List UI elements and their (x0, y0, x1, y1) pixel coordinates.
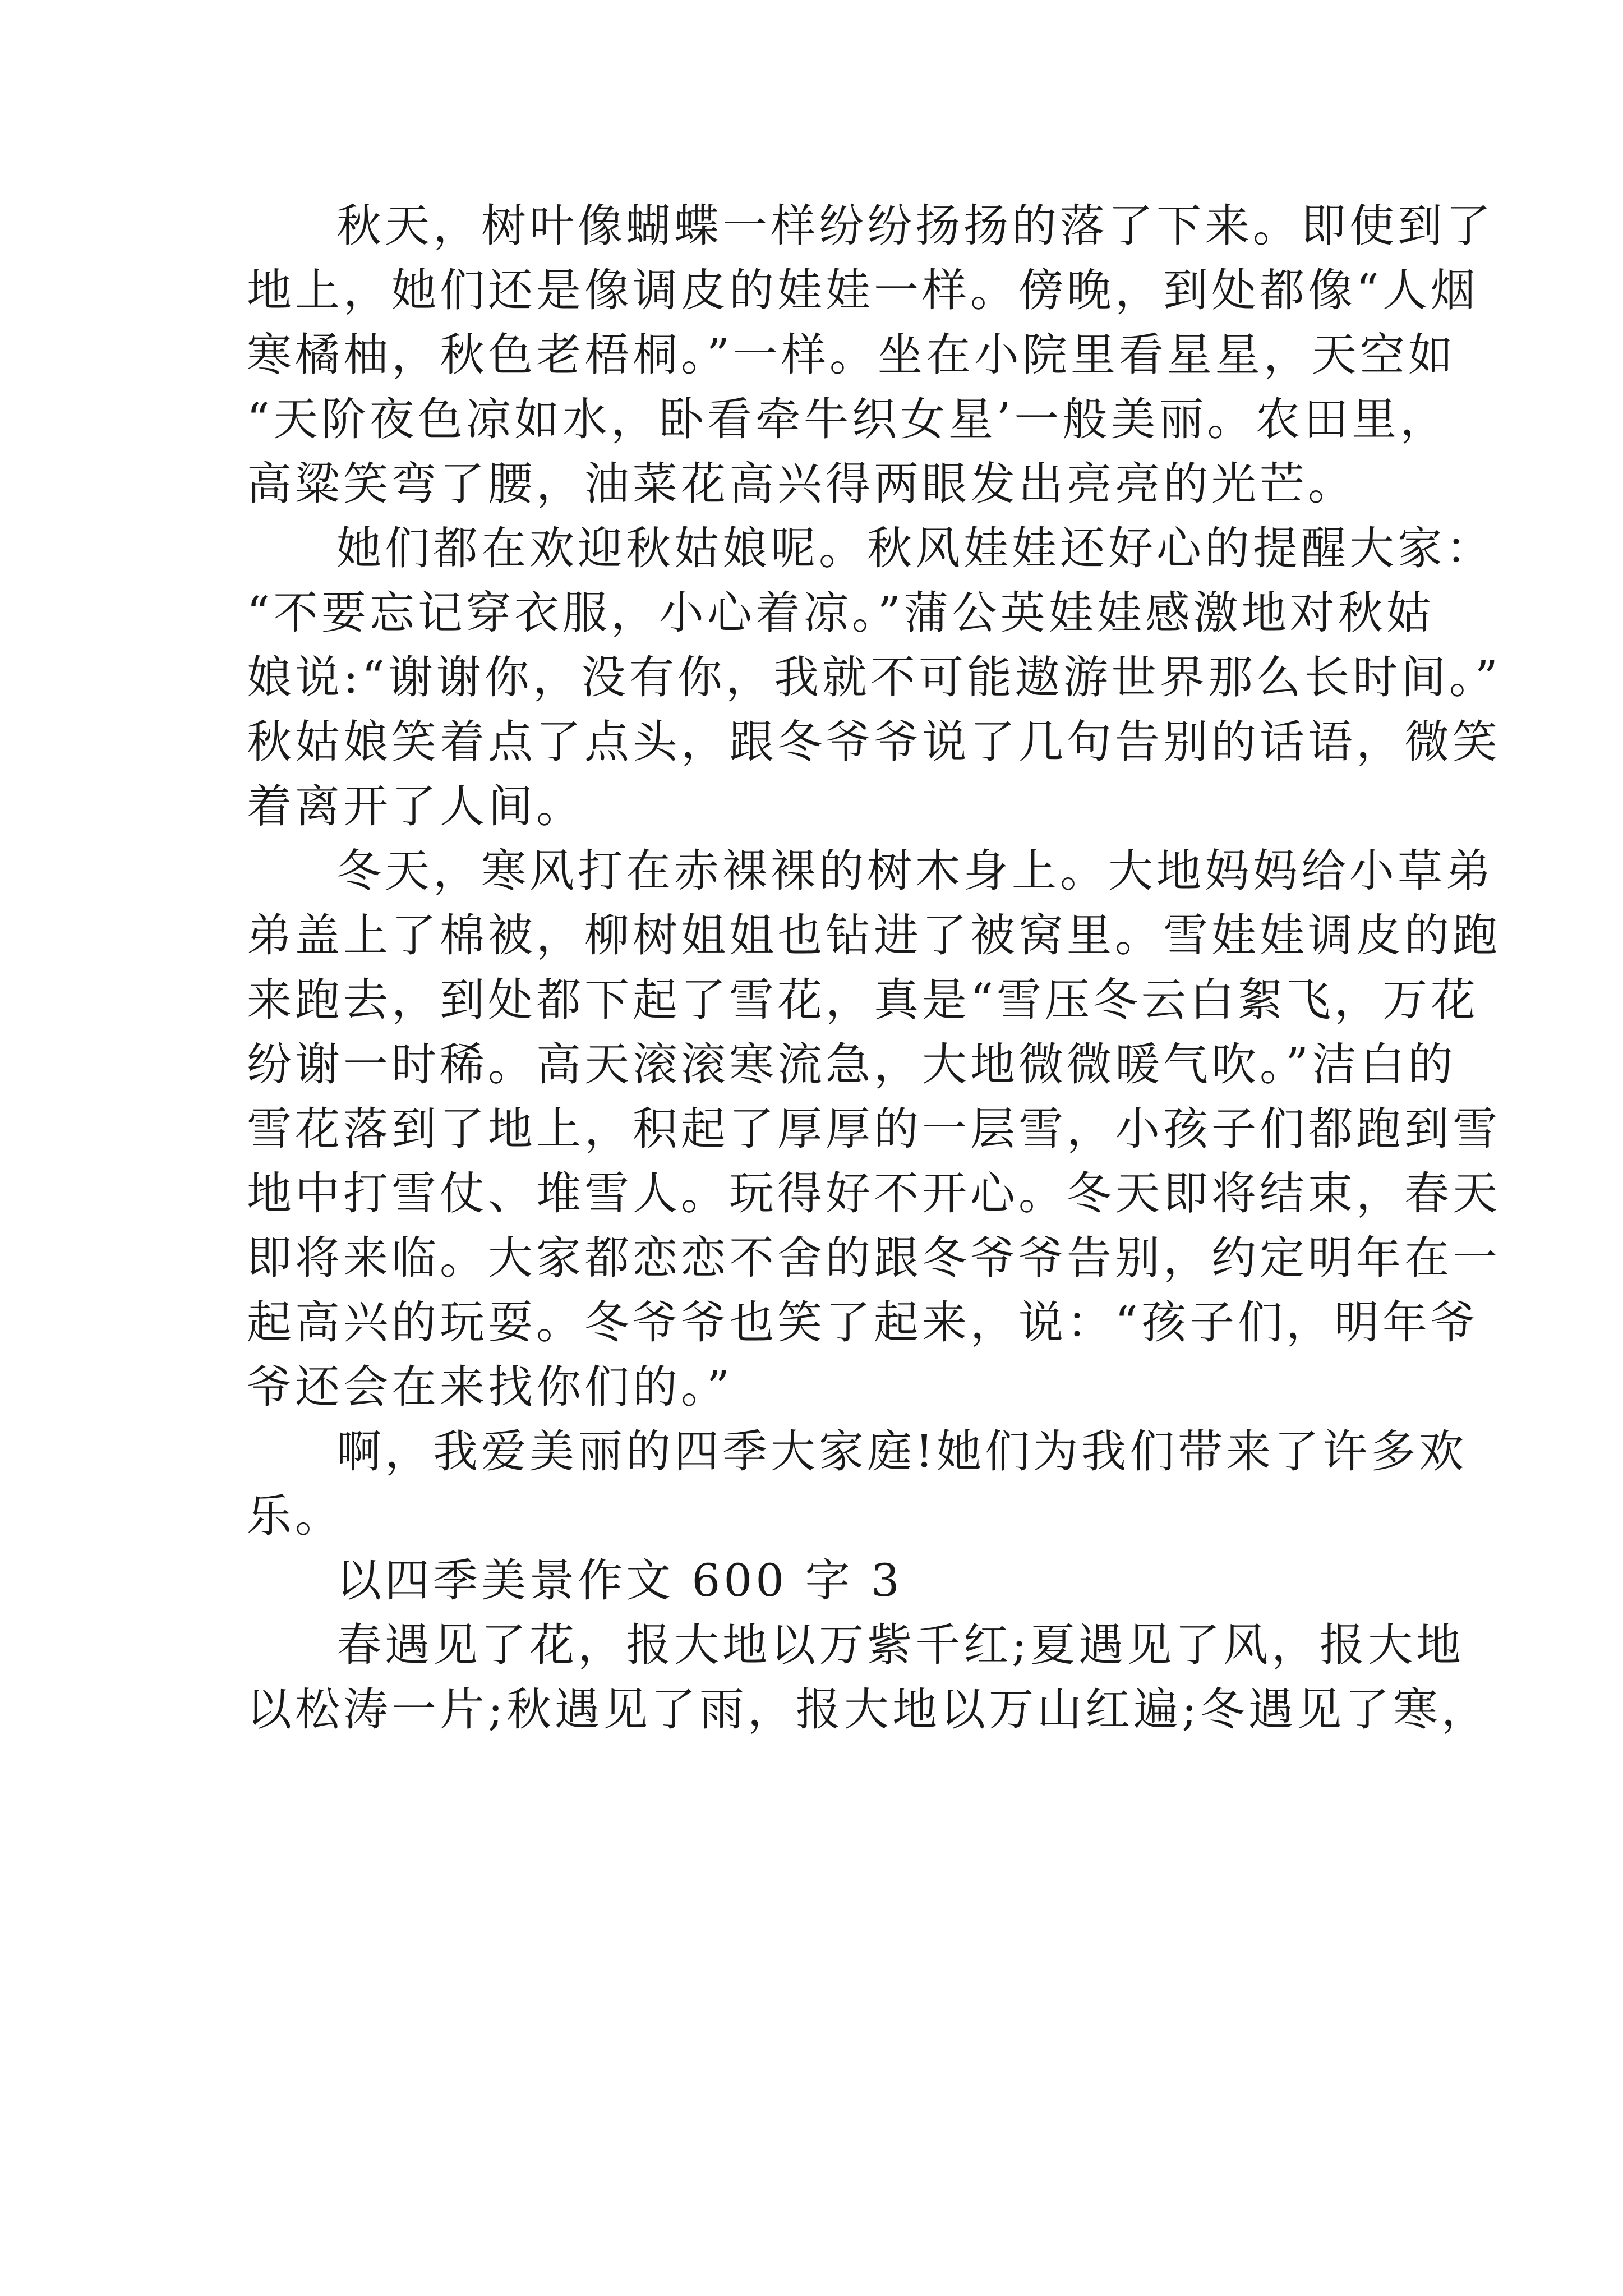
text-line: 着离开了人间。 (247, 780, 584, 832)
text-line: 纷谢一时稀。高天滚滚寒流急，大地微微暖气吹。”洁白的 (247, 1038, 1456, 1091)
text-line: 起高兴的玩耍。冬爷爷也笑了起来，说：“孩子们，明年爷 (247, 1296, 1479, 1349)
text-line: 娘说:“谢谢你，没有你，我就不可能遨游世界那么长时间。” (247, 651, 1501, 703)
text-line: 地上，她们还是像调皮的娃娃一样。傍晚，到处都像“人烟 (247, 264, 1479, 316)
text-line: 弟盖上了棉被，柳树姐姐也钻进了被窝里。雪娃娃调皮的跑 (247, 909, 1501, 961)
text-line: 春遇见了花，报大地以万紫千红;夏遇见了风，报大地 (336, 1619, 1464, 1671)
essay-body (247, 194, 1501, 1742)
text-line: “天阶夜色凉如水，卧看牵牛织女星’一般美丽。农田里， (247, 393, 1449, 445)
text-line: 即将来临。大家都恋恋不舍的跟冬爷爷告别，约定明年在一 (247, 1232, 1501, 1284)
text-line: 高粱笑弯了腰，油菜花高兴得两眼发出亮亮的光芒。 (247, 458, 1356, 510)
text-line: 啊，我爱美丽的四季大家庭!她们为我们带来了许多欢 (336, 1425, 1468, 1478)
text-line: 她们都在欢迎秋姑娘呢。秋风娃娃还好心的提醒大家： (336, 522, 1494, 574)
text-line: 地中打雪仗、堆雪人。玩得好不开心。冬天即将结束，春天 (247, 1167, 1501, 1220)
section-heading: 以四季美景作文 600 字 3 (336, 1554, 903, 1607)
text-line: 雪花落到了地上，积起了厚厚的一层雪，小孩子们都跑到雪 (247, 1103, 1501, 1155)
text-line: 爷还会在来找你们的。” (247, 1361, 733, 1413)
text-line: 来跑去，到处都下起了雪花，真是“雪压冬云白絮飞，万花 (247, 974, 1479, 1026)
text-line: 秋天，树叶像蝴蝶一样纷纷扬扬的落了下来。即使到了 (336, 200, 1494, 252)
text-line: 寒橘柚，秋色老梧桐。”一样。坐在小院里看星星，天空如 (247, 329, 1456, 381)
text-line: 冬天，寒风打在赤裸裸的树木身上。大地妈妈给小草弟 (336, 845, 1494, 897)
text-line: “不要忘记穿衣服，小心着凉。”蒲公英娃娃感激地对秋姑 (247, 587, 1435, 639)
text-line: 秋姑娘笑着点了点头，跟冬爷爷说了几句告别的话语，微笑 (247, 716, 1501, 768)
text-line: 以松涛一片;秋遇见了雨，报大地以万山红遍;冬遇见了寒， (247, 1683, 1490, 1736)
text-line: 乐。 (247, 1490, 343, 1542)
